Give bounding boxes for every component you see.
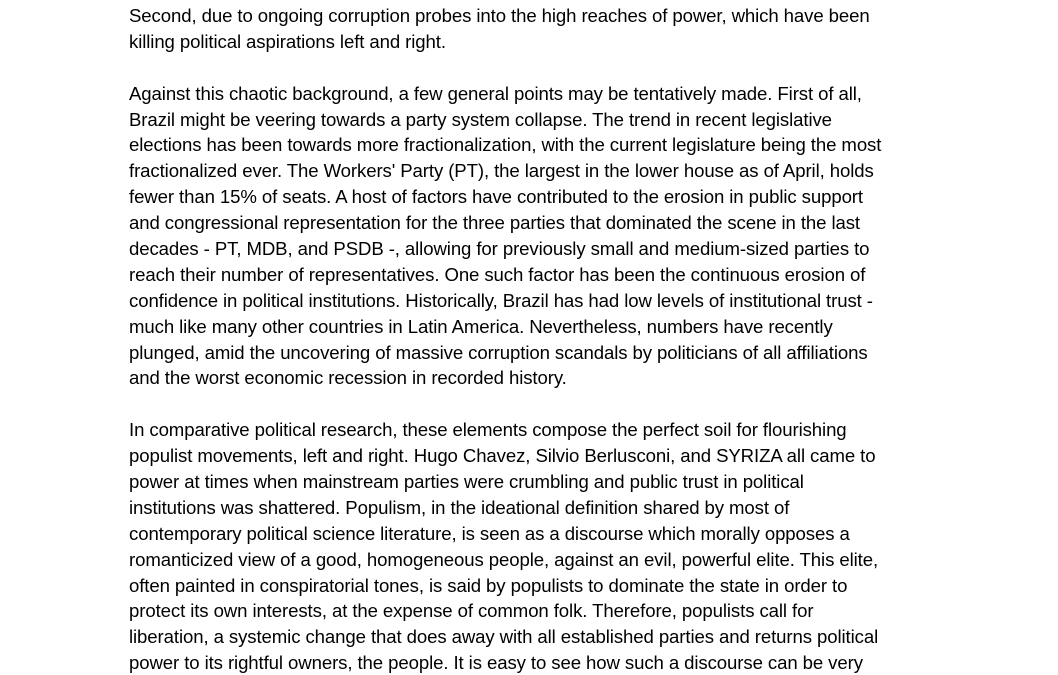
text-line: liberation, a systemic change that does away with all established parties and returns political	[129, 626, 879, 648]
text-line: fewer than 15% of seats. A host of factors have contributed to the erosion in public support	[129, 186, 863, 208]
paragraph-2	[129, 81, 939, 392]
text-line: elections has been towards more fractionalization, with the current legislature being the most	[129, 134, 882, 156]
paragraph-1	[129, 3, 939, 55]
text-line: decades - PT, MDB, and PSDB -, allowing for previously small and medium-sized parties to	[129, 238, 870, 260]
text-line: fractionalized ever. The Workers' Party (PT), the largest in the lower house as of April, holds	[129, 160, 874, 182]
text-line: Against this chaotic background, a few general points may be tentatively made. First of all,	[129, 82, 862, 104]
text-line: populist movements, left and right. Hugo Chavez, Silvio Berlusconi, and SYRIZA all came to	[129, 445, 876, 467]
text-line: much like many other countries in Latin America. Nevertheless, numbers have recently	[129, 315, 833, 337]
text-line: and the worst economic recession in recorded history.	[129, 367, 567, 389]
text-line: Brazil might be veering towards a party system collapse. The trend in recent legislative	[129, 108, 832, 130]
paragraph-3	[129, 417, 939, 675]
text-line: contemporary political science literature, is seen as a discourse which morally opposes a	[129, 522, 850, 544]
text-line: confidence in political institutions. Historically, Brazil has had low levels of institutional trust -	[129, 289, 873, 311]
text-line: killing political aspirations left and right.	[129, 30, 446, 52]
text-line: In comparative political research, these elements compose the perfect soil for flourishing	[129, 419, 847, 441]
text-line: protect its own interests, at the expense of common folk. Therefore, populists call for	[129, 600, 814, 622]
text-line: Second, due to ongoing corruption probes into the high reaches of power, which have been	[129, 5, 870, 26]
text-line: and congressional representation for the three parties that dominated the scene in the last	[129, 212, 860, 234]
text-line: power to its rightful owners, the people. It is easy to see how such a discourse can be very	[129, 652, 863, 674]
text-line: power at times when mainstream parties were crumbling and public trust in political	[129, 471, 804, 493]
text-line: often painted in conspiratorial tones, is said by populists to dominate the state in order to	[129, 574, 848, 596]
text-line: romanticized view of a good, homogeneous people, against an evil, powerful elite. This elite,	[129, 548, 879, 570]
text-line: plunged, amid the uncovering of massive corruption scandals by politicians of all affiliations	[129, 341, 868, 363]
text-line: reach their number of representatives. One such factor has been the continuous erosion of	[129, 263, 866, 285]
body-text	[129, 3, 939, 675]
text-line: institutions was shattered. Populism, in the ideational definition shared by most of	[129, 496, 790, 518]
